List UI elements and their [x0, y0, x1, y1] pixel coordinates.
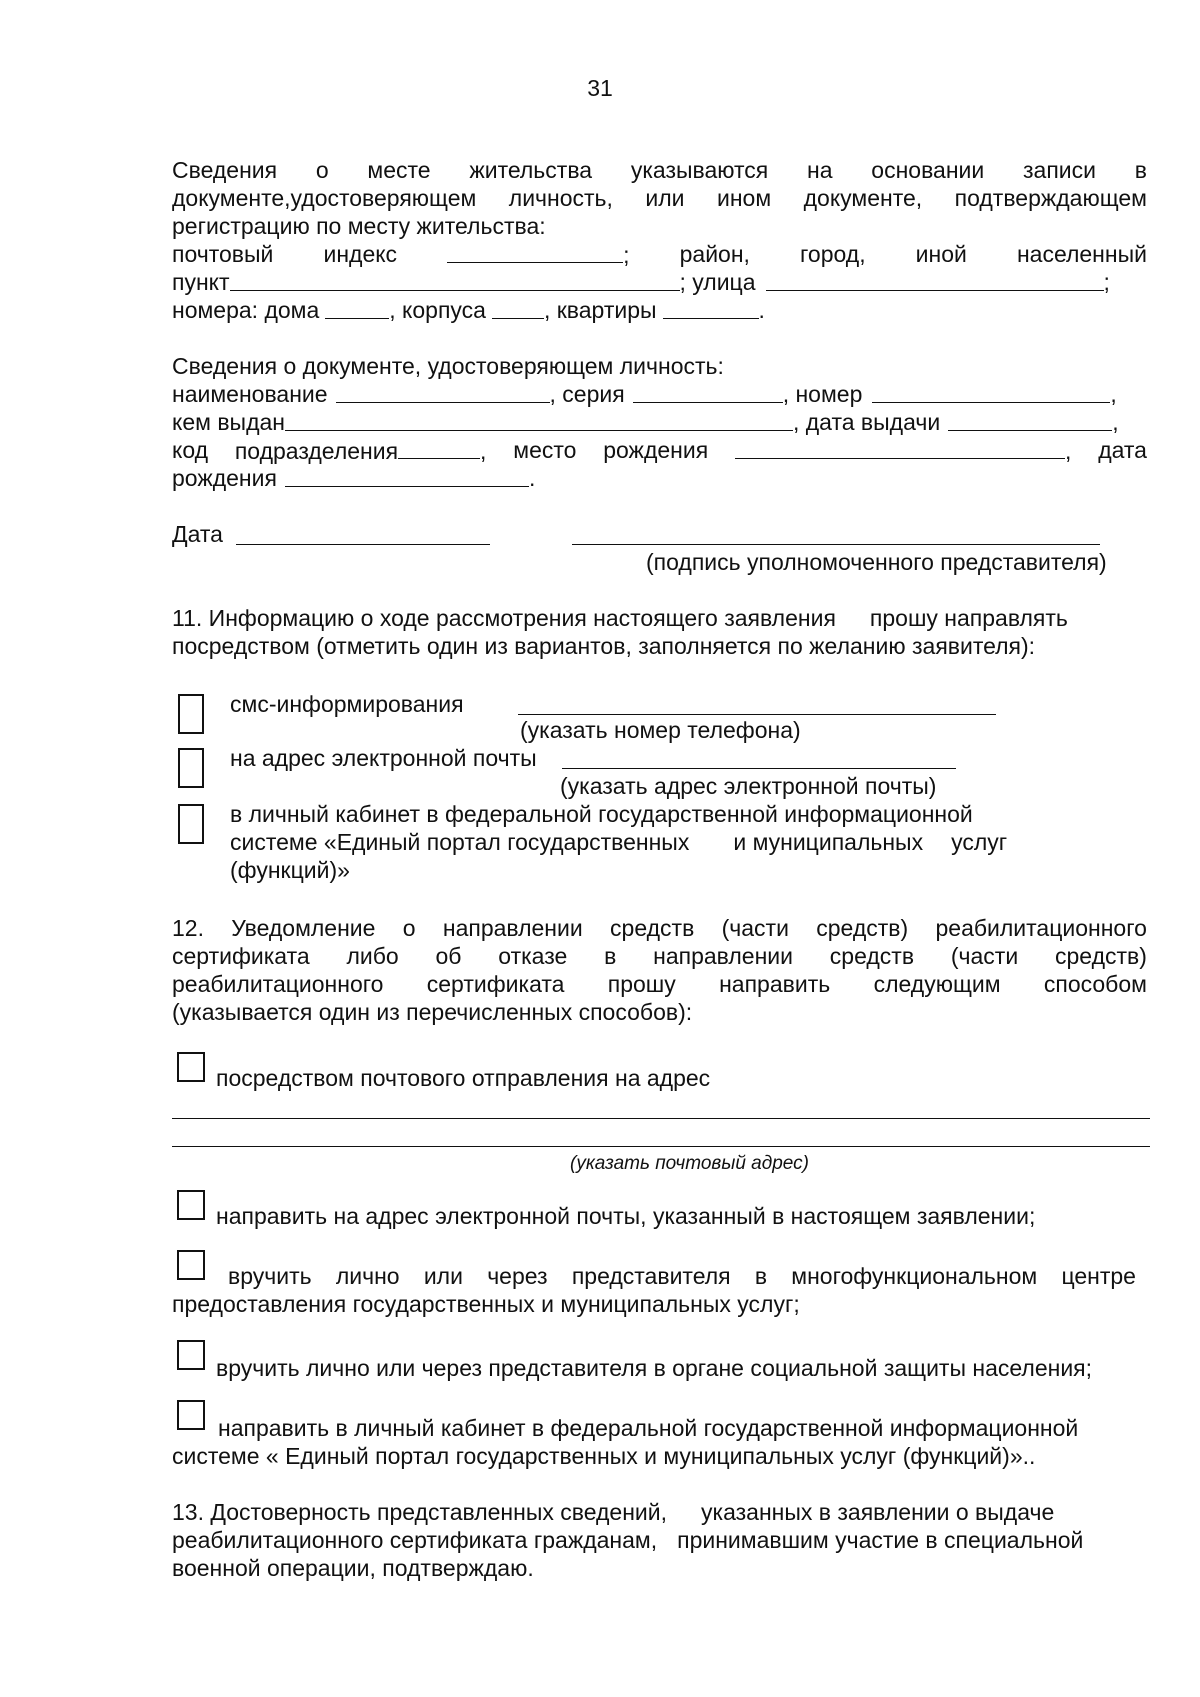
district-label: район,	[679, 241, 750, 267]
signature-section	[172, 520, 1152, 584]
section-12-line-4: (указывается один из перечисленных способов):	[172, 999, 693, 1025]
checkbox-mfc[interactable]	[177, 1250, 205, 1280]
checkbox-post[interactable]	[177, 1052, 205, 1082]
street-blank[interactable]	[766, 268, 1104, 291]
section-13-line-2a: реабилитационного сертификата гражданам,	[172, 1527, 658, 1553]
issued-by-line	[172, 408, 1147, 436]
city-label: город,	[800, 241, 866, 267]
postal-label-2: индекс	[323, 241, 398, 267]
section-11-heading-cont: прошу направлять	[869, 605, 1068, 631]
number-blank[interactable]	[872, 380, 1110, 403]
identity-heading	[172, 352, 1147, 380]
text-word: через	[487, 1263, 548, 1289]
text-word: о	[402, 915, 416, 941]
postal-index-blank[interactable]	[447, 240, 623, 263]
text-word: или	[423, 1263, 463, 1289]
option-mfc-line-2: предоставления государственных и муниципальных услуг;	[172, 1291, 800, 1317]
text-word: реабилитационного	[935, 915, 1147, 941]
phone-hint: (указать номер телефона)	[520, 717, 801, 743]
number-label: , номер	[782, 381, 863, 407]
checkbox-cabinet[interactable]	[178, 804, 204, 844]
street-label: ; улица	[679, 269, 756, 295]
option-email-notify-label: направить на адрес электронной почты, указанный в настоящем заявлении;	[216, 1203, 1036, 1229]
birth-label: рождения	[603, 437, 709, 463]
birth-date-blank[interactable]	[285, 464, 529, 487]
house-blank[interactable]	[325, 296, 389, 319]
building-blank[interactable]	[492, 296, 544, 319]
issue-date-label: , дата выдачи	[792, 409, 941, 435]
text-word: подтверждающем	[954, 185, 1147, 211]
other-label: иной	[915, 241, 967, 267]
text-word: личность,	[508, 185, 613, 211]
apartment-blank[interactable]	[663, 296, 759, 319]
text-word: направить	[719, 971, 831, 997]
section-11-heading: 11. Информацию о ходе рассмотрения настоящего заявления	[172, 605, 836, 631]
post-address-hint: (указать почтовый адрес)	[570, 1153, 809, 1174]
text-word: средств)	[816, 915, 909, 941]
email-hint: (указать адрес электронной почты)	[560, 773, 937, 799]
doc-name-label: наименование	[172, 381, 328, 407]
section-12-line-3	[172, 970, 1147, 998]
punct: ,	[1110, 381, 1117, 407]
date-label: Дата	[172, 521, 223, 547]
section-11-text	[172, 604, 1152, 660]
text-word: о	[315, 157, 329, 183]
option-post-label: посредством почтового отправления на адрес	[216, 1065, 711, 1091]
birth-date-line	[172, 464, 1147, 492]
option-cabinet-line-3: (функций)»	[230, 857, 350, 883]
signature-blank[interactable]	[572, 522, 1100, 545]
text-word: центре	[1061, 1263, 1136, 1289]
text-word: сертификата	[172, 943, 310, 969]
section-13-line-1a: 13. Достоверность представленных сведений,	[172, 1499, 667, 1525]
text-word: следующим	[873, 971, 1001, 997]
text-word: в	[604, 943, 617, 969]
identity-heading-text: Сведения о документе, удостоверяющем личность:	[172, 353, 724, 379]
text-word: способом	[1043, 971, 1147, 997]
punct: ,	[480, 438, 487, 464]
division-label: подразделения	[234, 438, 399, 464]
signature-caption: (подпись уполномоченного представителя)	[646, 549, 1107, 575]
section-12-text	[172, 914, 1147, 1026]
text-word: Уведомление	[231, 915, 376, 941]
section-12-line-2	[172, 942, 1147, 970]
text-word: месте	[367, 157, 431, 183]
text-line: регистрацию по месту жительства:	[172, 213, 546, 239]
date-blank[interactable]	[236, 522, 490, 545]
birth-date-label: рождения	[172, 465, 277, 491]
text-word: многофункциональном	[791, 1263, 1038, 1289]
option-cabinet-text	[230, 800, 1080, 884]
option-cabinet-line-2c: услуг	[951, 829, 1008, 855]
text-word: (части	[721, 915, 789, 941]
postal-label-1: почтовый	[172, 241, 274, 267]
text-word: документе,удостоверяющем	[172, 185, 477, 211]
option-cabinet-line-2a: системе «Единый портал государственных	[230, 829, 690, 855]
locality-label: пункт	[172, 269, 230, 295]
division-code-blank[interactable]	[398, 436, 480, 459]
section-13-line-1b: указанных в заявлении о выдаче	[701, 1499, 1055, 1525]
text-word: на	[807, 157, 833, 183]
text-word: об	[435, 943, 462, 969]
section-11-line-2	[172, 632, 1152, 660]
page-number: 31	[587, 75, 613, 101]
section-11-line-1	[172, 604, 1152, 632]
text-word: жительства	[469, 157, 593, 183]
locality-line	[172, 268, 1147, 296]
phone-blank[interactable]	[518, 692, 996, 715]
text-word: средств	[610, 915, 695, 941]
checkbox-email[interactable]	[178, 748, 204, 788]
house-numbers-line	[172, 296, 1147, 324]
identity-section	[172, 352, 1147, 492]
text-word: реабилитационного	[172, 971, 384, 997]
text-word: сертификата	[426, 971, 565, 997]
punct: ;	[1103, 269, 1110, 295]
text-word: указываются	[630, 157, 769, 183]
punct: .	[758, 297, 765, 323]
series-label: , серия	[549, 381, 625, 407]
division-code-line	[172, 436, 1147, 464]
residence-intro-line-3	[172, 212, 1147, 240]
text-word: представителя	[571, 1263, 731, 1289]
option-cabinet-line-1: в личный кабинет в федеральной государственной информационной	[230, 801, 973, 827]
locality-blank[interactable]	[230, 268, 680, 291]
text-word: средств)	[1055, 943, 1147, 969]
document-name-line	[172, 380, 1147, 408]
text-word: основании	[871, 157, 985, 183]
series-blank[interactable]	[633, 380, 783, 403]
text-word: 12.	[172, 915, 204, 941]
text-word: направлении	[653, 943, 793, 969]
code-label: код	[172, 437, 209, 463]
text-word: или	[645, 185, 685, 211]
option-cabinet-line-2b: и муниципальных	[733, 829, 924, 855]
punct: ,	[1064, 438, 1072, 464]
text-word: либо	[346, 943, 399, 969]
section-13-line-2b: принимавшим участие в специальной	[677, 1527, 1084, 1553]
text-word: вручить	[228, 1263, 312, 1289]
house-label: номера: дома	[172, 297, 320, 323]
doc-name-blank[interactable]	[336, 380, 550, 403]
postal-index-line	[172, 240, 1147, 268]
settlement-label: населенный	[1016, 241, 1147, 267]
punct: ;	[623, 242, 630, 268]
checkbox-email-notify[interactable]	[177, 1190, 205, 1220]
issued-by-blank[interactable]	[285, 408, 793, 431]
date-label: дата	[1098, 437, 1147, 463]
punct: ,	[1112, 409, 1119, 435]
apartment-label: , квартиры	[543, 297, 657, 323]
text-word: (части	[950, 943, 1019, 969]
residence-section	[172, 156, 1147, 324]
residence-intro-line-1	[172, 156, 1147, 184]
issue-date-blank[interactable]	[948, 408, 1112, 431]
text-word: в	[1134, 157, 1147, 183]
place-label: место	[513, 437, 577, 463]
checkbox-sms[interactable]	[178, 694, 204, 734]
email-blank[interactable]	[562, 746, 956, 769]
text-word: средств	[829, 943, 915, 969]
text-word: записи	[1022, 157, 1096, 183]
building-label: , корпуса	[389, 297, 486, 323]
option-sms-label: смс-информирования	[230, 691, 464, 717]
residence-intro-line-2	[172, 184, 1147, 212]
option-mfc-line-1	[228, 1262, 1136, 1290]
text-word: лично	[335, 1263, 400, 1289]
post-address-line-2[interactable]	[172, 1146, 1150, 1147]
section-13-text	[172, 1498, 1152, 1582]
option-email-label: на адрес электронной почты	[230, 745, 537, 771]
text-word: направлении	[442, 915, 583, 941]
text-word: Сведения	[172, 157, 278, 183]
option-cabinet-notify-line-2: системе « Единый портал государственных и муниципальных услуг (функций)»..	[172, 1443, 1036, 1469]
text-word: отказе	[498, 943, 568, 969]
option-social-label: вручить лично или через представителя в органе социальной защиты населения;	[216, 1355, 1093, 1381]
issued-by-label: кем выдан	[172, 409, 285, 435]
option-cabinet-notify-line-1: направить в личный кабинет в федеральной государственной информационной	[218, 1415, 1079, 1441]
text-word: ином	[717, 185, 772, 211]
section-13-line-3: военной операции, подтверждаю.	[172, 1555, 534, 1581]
section-11-instruction: посредством (отметить один из вариантов, заполняется по желанию заявителя):	[172, 633, 1036, 659]
post-address-line-1[interactable]	[172, 1118, 1150, 1119]
punct: .	[528, 465, 536, 491]
text-word: в	[754, 1263, 768, 1289]
text-word: прошу	[607, 971, 676, 997]
checkbox-cabinet-notify[interactable]	[177, 1400, 205, 1430]
section-12-line-1	[172, 914, 1147, 942]
text-word: документе,	[803, 185, 923, 211]
birthplace-blank[interactable]	[735, 436, 1065, 459]
checkbox-social[interactable]	[177, 1340, 205, 1370]
